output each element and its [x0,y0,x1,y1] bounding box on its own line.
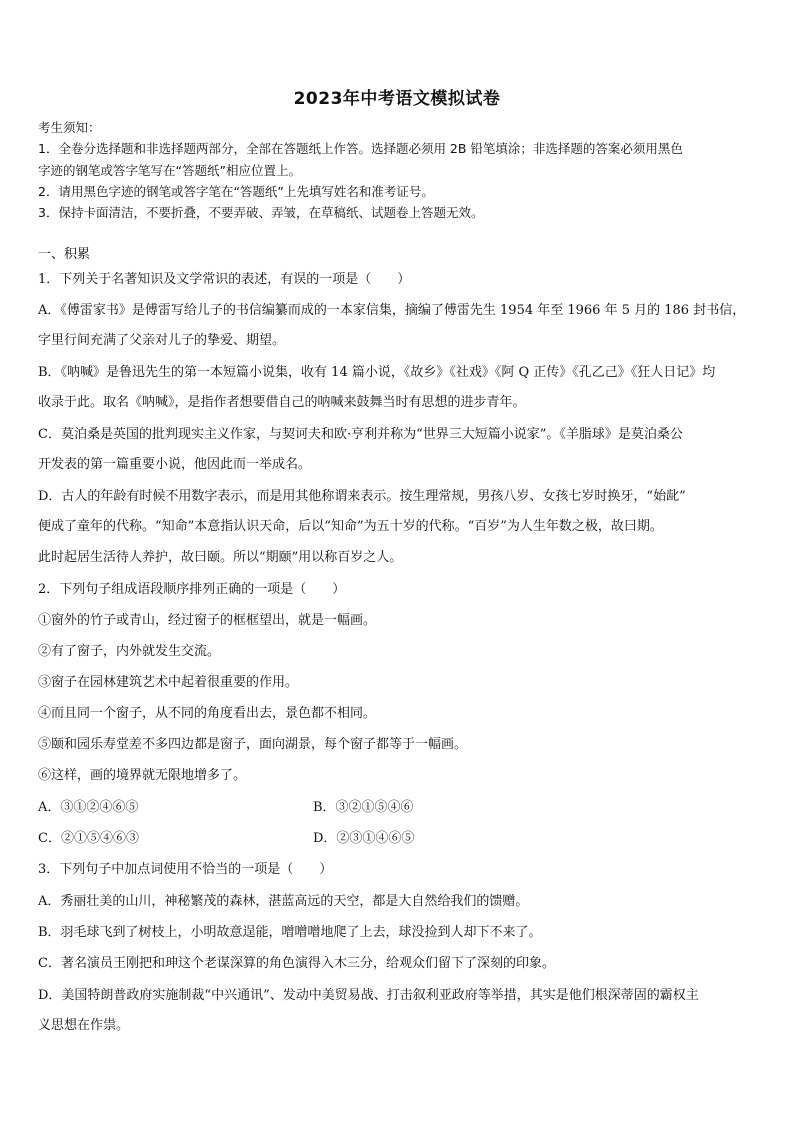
q1-option-c-line-1: C．莫泊桑是英国的批判现实主义作家，与契诃夫和欧·亨利并称为“世界三大短篇小说家”。《羊脂球》是莫泊桑公 [38,427,683,442]
q1-option-d-line-3: 此时起居生活待人养护，故曰颐。所以“期颐”用以称百岁之人。 [38,550,403,565]
q2-option-b: B．③②①⑤④⑥ [313,800,414,815]
q2-sentence-1: ①窗外的竹子或青山，经过窗子的框框望出，就是一幅画。 [38,613,377,628]
section-heading: 一、积累 [38,247,91,262]
q3-option-d-line-1: D．美国特朗普政府实施制裁“中兴通讯”、发动中美贸易战、打击叙利亚政府等举措，其实是他们根深蒂固的霸权主 [38,988,699,1003]
q3-stem: 3．下列句子中加点词使用不恰当的一项是（ ） [38,862,333,877]
q2-option-a: A．③①②④⑥⑤ [38,800,139,815]
q1-option-a-line-2: 字里行间充满了父亲对儿子的挚爱、期望。 [38,333,286,348]
q1-option-d-line-1: D．古人的年龄有时候不用数字表示，而是用其他称谓来表示。按生理常规，男孩八岁、女孩七岁时换牙，“始龀” [38,489,686,504]
q3-option-c: C．著名演员王刚把和珅这个老谋深算的角色演得入木三分，给观众们留下了深刻的印象。 [38,956,555,971]
q1-option-a-line-1: A．《傅雷家书》是傅雷写给儿子的书信编纂而成的一本家信集，摘编了傅雷先生 1954 年至 1966 年 5 月的 186 封书信， [38,303,746,318]
q3-option-d-line-2: 义思想在作祟。 [38,1018,130,1033]
q2-stem: 2．下列句子组成语段顺序排列正确的一项是（ ） [38,582,346,597]
q1-option-d-line-2: 便成了童年的代称。“知命”本意指认识天命，后以“知命”为五十岁的代称。“百岁”为人生年数之极，故曰期。 [38,519,663,534]
notice-item-3: 3．保持卡面清洁，不要折叠，不要弄破、弄皱，在草稿纸、试题卷上答题无效。 [38,205,484,220]
notice-item-1-line-1: 1．全卷分选择题和非选择题两部分，全部在答题纸上作答。选择题必须用 2B 铅笔填涂；非选择题的答案必须用黑色 [38,141,683,156]
q3-option-a: A．秀丽壮美的山川，神秘繁茂的森林，湛蓝高远的天空，都是大自然给我们的馈赠。 [38,894,529,909]
q2-option-c: C．②①⑤④⑥③ [38,831,139,846]
q2-sentence-6: ⑥这样，画的境界就无限地增多了。 [38,768,247,783]
q1-option-b-line-1: B．《呐喊》是鲁迅先生的第一本短篇小说集，收有 14 篇小说，《故乡》《社戏》《阿 Q 正传》《孔乙己》《狂人日记》均 [38,365,716,380]
notice-heading: 考生须知： [38,120,101,135]
notice-item-1-line-2: 字迹的钢笔或答字笔写在“答题纸”相应位置上。 [38,163,301,178]
q2-sentence-3: ③窗子在园林建筑艺术中起着很重要的作用。 [38,675,299,690]
q2-sentence-2: ②有了窗子，内外就发生交流。 [38,644,221,659]
q3-option-b: B．羽毛球飞到了树枝上，小明故意逞能，噌噌噌地爬了上去，球没捡到人却下不来了。 [38,925,542,940]
q1-option-c-line-2: 开发表的第一篇重要小说，他因此而一举成名。 [38,457,312,472]
notice-item-2: 2．请用黑色字迹的钢笔或答字笔在“答题纸”上先填写姓名和准考证号。 [38,184,434,199]
q2-option-d: D．②③①④⑥⑤ [313,831,415,846]
q1-option-b-line-2: 收录于此。取名《呐喊》，是指作者想要借自己的呐喊来鼓舞当时有思想的进步青年。 [38,395,526,410]
q2-sentence-4: ④而且同一个窗子，从不同的角度看出去，景色都不相同。 [38,706,377,721]
exam-title: 2023年中考语文模拟试卷 [293,89,501,109]
q2-sentence-5: ⑤颐和园乐寿堂差不多四边都是窗子，面向湖景，每个窗子都等于一幅画。 [38,737,468,752]
q1-stem: 1．下列关于名著知识及文学常识的表述，有误的一项是（ ） [38,272,411,287]
